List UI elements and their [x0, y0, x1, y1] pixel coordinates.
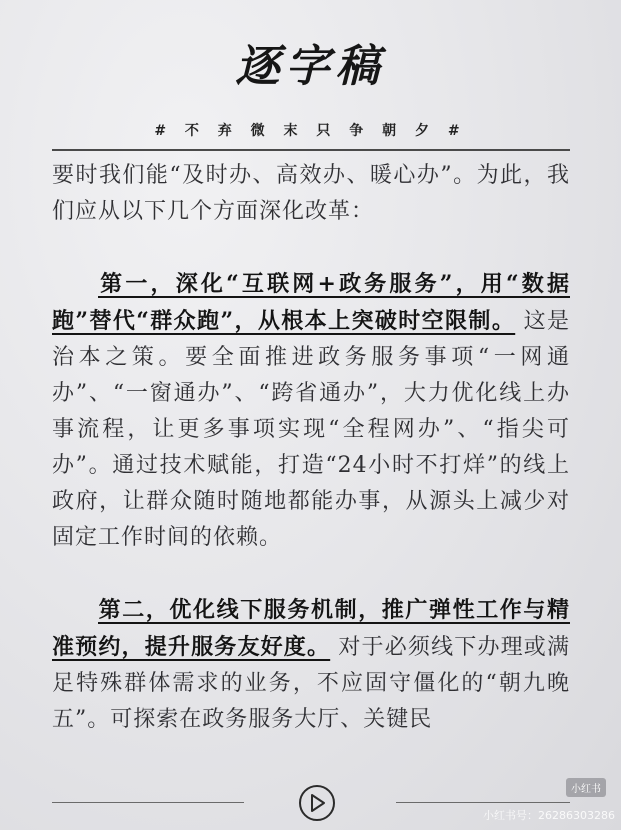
watermark-id: 小红书号：26286303286	[483, 809, 615, 822]
paragraph-first	[52, 266, 570, 556]
top-divider	[52, 149, 570, 151]
paragraph-second-text: 对于必须线下办理或满足特殊群体需求的业务，不应固守僵化的“朝九晚五”。可探索在政务服务大厅、关键民	[52, 635, 570, 732]
bottom-divider-left	[52, 802, 244, 803]
paragraph-first-text: 这是治本之策。要全面推进政务服务事项“一网通办”、“一窗通办”、“跨省通办”，大力优化线上办事流程，让更多事项实现“全程网办”、“指尖可办”。通过技术赋能，打造“24小时不打烊”的线上政府，让群众随时随地都能办事，从源头上减少对固定工作时间的依赖。	[52, 309, 570, 550]
paragraph-second-heading: 第二，优化线下服务机制，推广弹性工作与精准预约，提升服务友好度。	[52, 597, 570, 660]
play-icon	[310, 794, 326, 812]
motto-subtitle: # 不 弃 微 末 只 争 朝 夕 #	[154, 123, 467, 139]
play-button[interactable]	[299, 785, 335, 821]
page-title: 逐字稿	[235, 41, 386, 92]
paragraph-second	[52, 592, 570, 738]
paragraph-intro-text: 要时我们能“及时办、高效办、暖心办”。为此，我们应从以下几个方面深化改革：	[52, 163, 570, 224]
bottom-divider-right	[396, 802, 570, 803]
paragraph-first-heading: 第一，深化“互联网+政务服务”，用“数据跑”替代“群众跑”，从根本上突破时空限制。	[52, 271, 570, 334]
article-body	[52, 158, 570, 774]
paragraph-intro	[52, 158, 570, 230]
watermark-logo: 小红书	[566, 778, 606, 797]
